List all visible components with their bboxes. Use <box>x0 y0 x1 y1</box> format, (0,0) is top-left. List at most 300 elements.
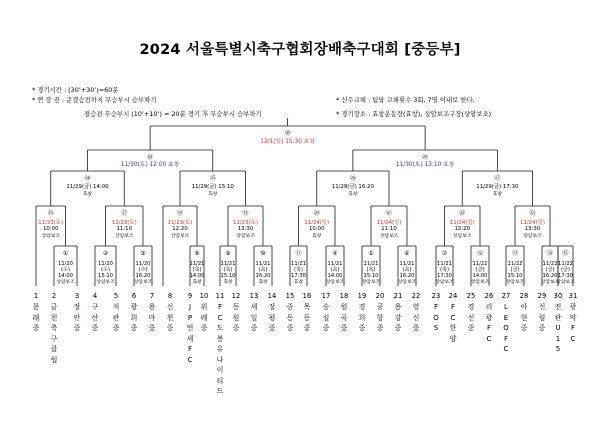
match-r16e-number: ⑳ <box>313 210 320 217</box>
match-m3-venue: 상암보조 <box>133 280 153 285</box>
match-m13-time: 15:10 <box>507 273 523 279</box>
team-name-char: 한 <box>449 324 457 332</box>
team-name-char: 중 <box>200 324 208 332</box>
match-r16e-venue: 효창 <box>312 234 322 239</box>
note-substitution: * 선수교체 : 팀당 교체횟수 3회, 7명 이내로 한다. <box>336 96 475 104</box>
team-name-char: 림 <box>538 313 546 322</box>
team-name-char: 세 <box>250 303 258 311</box>
team-number: 31 <box>568 292 578 300</box>
team-name-char: 숭 <box>322 303 330 311</box>
team-name-char: 중 <box>112 324 120 332</box>
match-m7-number: ⑦ <box>441 250 448 257</box>
team-name <box>517 302 531 334</box>
team-name-char: 드 <box>216 387 224 395</box>
team-name-char: F <box>450 303 456 311</box>
match-m3-day: (수) <box>138 267 148 273</box>
team-name <box>127 302 141 334</box>
team-name-char: S <box>433 324 439 332</box>
page-title: 2024 서울특별시축구협회장배축구대회 [중등부] <box>139 42 461 58</box>
team-name <box>29 302 43 334</box>
match-m15-time: 17:30 <box>558 273 573 279</box>
team-name-char: 중 <box>538 324 546 332</box>
match-qf2-schedule: 11/29(금) 15:10 <box>191 184 234 190</box>
match-r16e-time: 10:00 <box>308 226 325 232</box>
team-name-char: U <box>555 324 561 332</box>
match-r16f-date: 11/24(일) <box>376 220 402 226</box>
match-m11-time: 17:30 <box>291 273 306 279</box>
team-name-char: 현 <box>520 313 528 322</box>
team-name-char: 목 <box>303 303 311 311</box>
team-number: 4 <box>92 292 98 300</box>
team-name-char: 진 <box>554 303 562 311</box>
match-r16d-date: 11/23(토) <box>233 220 258 226</box>
team-name-char: 관 <box>112 313 120 322</box>
team-number: 10 <box>199 292 209 300</box>
team-name <box>373 302 387 334</box>
match-m15-date: 11/22 <box>558 261 573 267</box>
match-m4-day: (목) <box>330 267 340 273</box>
match-m11-venue: 효창 <box>293 280 304 285</box>
match-qf3-venue: 효창 <box>348 192 358 197</box>
match-m15-venue: 상암보조 <box>556 280 575 285</box>
note-match-time: * 경기시간 : (30’+30’)=60분 <box>32 86 119 94</box>
match-r16b-time: 11:10 <box>116 226 133 232</box>
note-extra-time: * 연 장 전 : 준결승전까지 무승부시 승부차기 <box>32 96 157 104</box>
match-m8-time: 14:00 <box>189 273 205 279</box>
team-name-char: 광 <box>569 303 577 311</box>
match-m11-day: (목) <box>293 267 304 273</box>
team-name <box>213 302 227 397</box>
team-name-char: E <box>503 313 509 322</box>
team-name-char: C <box>486 334 492 343</box>
match-r16f-time: 11:10 <box>381 226 397 232</box>
team-name <box>319 302 333 334</box>
match-r16a-date: 11/23(토) <box>38 220 64 226</box>
team-name-char: 원 <box>340 303 348 311</box>
team-name-char: F <box>187 345 193 353</box>
team-name-char: 중 <box>358 324 366 332</box>
match-m3-date: 11/20 <box>135 261 151 267</box>
match-r16f-venue: 상암보조 <box>379 234 399 239</box>
team-number: 30 <box>553 292 563 300</box>
team-name <box>300 302 314 334</box>
match-m8-date: 11/21 <box>189 261 205 267</box>
team-name <box>47 302 61 365</box>
team-name-char: 신 <box>467 313 475 322</box>
team-number: 9 <box>187 292 193 300</box>
team-name-char: 희 <box>130 313 138 322</box>
match-qf1-venue: 효창 <box>82 192 93 197</box>
match-m2-number: ② <box>102 250 109 257</box>
match-r16c-number: ⑱ <box>176 210 184 217</box>
match-m12-venue: 상암보조 <box>470 280 490 285</box>
team-name-char: 일 <box>250 313 258 322</box>
team-name-char: 산 <box>91 313 99 322</box>
team-name-char: 도 <box>216 324 224 332</box>
team-name <box>566 302 580 344</box>
match-sf1-number: ㉘ <box>147 154 154 161</box>
match-m12-day: (금) <box>475 267 485 273</box>
team-name-char: 장 <box>268 303 276 311</box>
team-name <box>283 302 297 334</box>
match-m2-day: (수) <box>100 267 111 273</box>
team-name-char: 관 <box>554 313 562 322</box>
team-name-char: 중 <box>148 324 156 332</box>
team-name <box>337 302 351 334</box>
match-qf2-venue: 효창 <box>208 192 218 197</box>
team-name <box>265 302 279 334</box>
team-name-char: 구 <box>50 334 58 343</box>
match-r16g-number: ㉒ <box>459 210 466 217</box>
team-name <box>446 302 460 344</box>
team-name-char: 중 <box>303 324 311 332</box>
match-m4-number: ④ <box>332 250 338 257</box>
team-name-char: 용 <box>394 303 402 311</box>
team-name-char: 중 <box>286 303 294 311</box>
team-name-char: 양 <box>449 334 457 343</box>
match-m2-date: 11/20 <box>98 261 113 267</box>
team-name-char: 천 <box>50 313 58 322</box>
match-qf4-schedule: 11/29(금) 17:30 <box>476 184 519 190</box>
match-m6-day: (목) <box>402 267 412 273</box>
match-qf1-schedule: 11/29(금) 14:00 <box>66 184 109 190</box>
team-name-char: F <box>503 334 509 343</box>
match-m14-day: (금) <box>545 267 555 273</box>
team-name-char: 항 <box>376 313 384 322</box>
team-name-char: 광 <box>485 313 493 322</box>
match-r16b-date: 11/23(토) <box>111 220 137 226</box>
team-number: 6 <box>131 292 137 300</box>
match-qf3-number: ㉖ <box>349 175 356 182</box>
team-name-char: C <box>187 355 193 364</box>
team-name-char: 1 <box>555 334 561 343</box>
match-sf1-schedule: 11/30(토) 12:00 효창 <box>120 162 180 168</box>
team-name-char: 중 <box>394 324 402 332</box>
team-name-char: 유 <box>216 345 224 353</box>
team-name-char: 연 <box>186 324 194 332</box>
match-m13-number: ⑬ <box>511 250 519 257</box>
team-number: 15 <box>285 292 295 300</box>
team-number: 29 <box>537 292 547 300</box>
team-number: 27 <box>501 292 511 300</box>
team-name-char: 5 <box>555 345 561 353</box>
match-r16h-time: 13:30 <box>524 226 541 232</box>
team-name-char: 광 <box>130 303 138 311</box>
match-m1-venue: 상암보조 <box>56 280 75 285</box>
team-name-char: 봉 <box>216 334 224 343</box>
match-m2-time: 15:10 <box>98 273 113 279</box>
match-m7-day: (목) <box>439 267 450 273</box>
match-r16g-venue: 상암보조 <box>452 234 472 239</box>
team-name-char: 동 <box>286 313 294 322</box>
team-number: 25 <box>466 292 476 300</box>
team-name-char: 안 <box>73 313 81 322</box>
team-name-char: 경 <box>467 303 475 311</box>
team-number: 14 <box>267 292 277 300</box>
team-name-char: 위 <box>200 303 208 311</box>
match-r16d-number: ⑲ <box>242 210 249 217</box>
match-final-number: ㉚ <box>284 130 291 137</box>
team-name-char: 신 <box>412 313 420 322</box>
match-m4-date: 11/21 <box>327 261 343 267</box>
team-name-char: 문 <box>32 303 40 311</box>
match-m13-venue: 상암보조 <box>505 280 525 285</box>
team-name-char: 석 <box>112 303 120 311</box>
team-name <box>197 302 211 334</box>
team-name-char: C <box>450 313 456 322</box>
team-name-char: 중 <box>412 324 420 332</box>
team-number: 5 <box>113 292 119 300</box>
team-name-char: 례 <box>200 313 208 322</box>
match-r16h-venue: 상암보조 <box>523 234 542 239</box>
team-name-char: 티 <box>216 376 224 385</box>
match-m5-date: 11/21 <box>363 261 379 267</box>
match-m8-day: (목) <box>192 267 202 273</box>
match-sf2-number: ㉙ <box>422 154 429 161</box>
team-name-char: 동 <box>303 313 311 322</box>
match-m14-date: 11/22 <box>542 261 558 267</box>
match-m14-time: 16:20 <box>542 273 558 279</box>
match-m5-number: ⑤ <box>368 250 374 257</box>
team-name-char: 나 <box>216 355 224 364</box>
team-name <box>88 302 102 334</box>
match-m13-date: 11/22 <box>507 261 523 267</box>
match-m10-time: 16:20 <box>255 273 271 279</box>
team-name-char: 신 <box>538 303 546 311</box>
team-name-char: 공 <box>376 303 384 311</box>
team-name-char: 중 <box>467 324 475 332</box>
team-name-char: 중 <box>32 324 40 332</box>
team-number: 2 <box>51 292 57 300</box>
team-name <box>551 302 565 355</box>
team-name-char: 리 <box>485 303 493 311</box>
team-name-char: 용 <box>148 303 156 311</box>
team-number: 3 <box>74 292 80 300</box>
team-name-char: 중 <box>232 324 240 332</box>
team-name-char: 신 <box>166 303 174 311</box>
match-m12-date: 11/22 <box>472 261 488 267</box>
team-name-char: 중 <box>250 324 258 332</box>
match-m7-venue: 상암보조 <box>435 280 454 285</box>
team-name-char: 곡 <box>340 313 348 322</box>
team-name-char: 장 <box>73 303 81 311</box>
match-m10-date: 11/21 <box>255 261 271 267</box>
team-name-char: 약 <box>569 313 577 322</box>
team-name <box>499 302 513 355</box>
team-name-char: 경 <box>358 303 366 311</box>
match-m4-time: 14:00 <box>327 273 343 279</box>
note-venue: * 경기장소 : 효창운동장(효창), 상암보조구장(상암보조) <box>336 110 492 118</box>
match-m12-time: 14:00 <box>472 273 488 279</box>
match-m15-day: (금) <box>560 267 571 273</box>
match-m5-day: (목) <box>366 267 376 273</box>
match-m12-number: ⑫ <box>476 250 484 257</box>
team-name <box>183 302 197 365</box>
team-name-char: 천 <box>166 313 174 322</box>
team-number: 26 <box>484 292 494 300</box>
team-name <box>109 302 123 334</box>
match-m1-number: ① <box>62 250 69 257</box>
team-name-char: F <box>570 324 576 332</box>
match-m9-date: 11/21 <box>220 261 236 267</box>
team-name-char: 희 <box>358 313 366 322</box>
team-name-char: F <box>217 303 223 311</box>
team-name <box>482 302 496 344</box>
match-m1-day: (수) <box>60 267 71 273</box>
match-qf4-number: ㉗ <box>494 175 501 182</box>
team-name <box>355 302 369 334</box>
match-m9-venue: 효창 <box>223 280 233 285</box>
team-name-char: 세 <box>186 334 194 343</box>
team-number: 8 <box>167 292 173 300</box>
match-r16g-time: 12:20 <box>454 226 471 232</box>
team-name-char: 원 <box>232 313 240 322</box>
team-name-char: O <box>433 313 439 322</box>
team-name-char: 금 <box>50 303 58 311</box>
team-name-char: 마 <box>148 313 156 322</box>
team-name-char: 중 <box>73 324 81 332</box>
match-m1-date: 11/20 <box>58 261 73 267</box>
team-name-char: C <box>503 345 509 353</box>
team-name-char: P <box>187 313 193 322</box>
team-name-char: 중 <box>166 324 174 332</box>
match-r16a-venue: 상암보조 <box>41 234 61 239</box>
team-number: 12 <box>231 292 241 300</box>
match-m5-time: 15:10 <box>363 273 379 279</box>
match-m9-time: 15:10 <box>220 273 236 279</box>
match-r16a-number: ⑯ <box>47 210 54 217</box>
team-name-char: F <box>486 324 492 332</box>
team-name-char: F <box>433 303 439 311</box>
match-m5-venue: 상암보조 <box>361 280 381 285</box>
team-name-char: 중 <box>322 324 330 332</box>
team-name <box>464 302 478 334</box>
match-m6-time: 16:20 <box>399 273 415 279</box>
match-r16c-venue: 상암보조 <box>170 234 190 239</box>
team-number: 1 <box>33 292 39 300</box>
match-r16d-venue: 상암보조 <box>236 234 255 239</box>
team-name <box>391 302 405 334</box>
match-r16e-date: 11/24(일) <box>304 220 330 226</box>
match-m6-venue: 상암보조 <box>397 280 417 285</box>
match-m8-number: ⑧ <box>194 250 200 257</box>
match-m10-number: ⑩ <box>260 250 266 257</box>
team-name-char: 아 <box>520 303 528 311</box>
team-number: 28 <box>519 292 529 300</box>
team-name <box>535 302 549 334</box>
team-number: 20 <box>375 292 385 300</box>
match-m6-number: ⑥ <box>404 250 410 257</box>
match-m10-day: (목) <box>258 267 268 273</box>
team-number: 13 <box>249 292 259 300</box>
match-r16h-date: 11/24(일) <box>520 220 545 226</box>
match-m3-number: ③ <box>140 250 146 257</box>
team-number: 7 <box>149 292 155 300</box>
team-number: 23 <box>431 292 441 300</box>
team-name-char: 중 <box>340 324 348 332</box>
match-m6-date: 11/21 <box>399 261 415 267</box>
team-name-char: 중 <box>520 324 528 332</box>
match-m13-day: (금) <box>510 267 520 273</box>
team-number: 24 <box>448 292 458 300</box>
team-name <box>163 302 177 334</box>
match-m8-venue: 효창 <box>192 280 202 285</box>
match-r16c-date: 11/23(토) <box>167 220 193 226</box>
match-m14-number: ⑭ <box>546 250 554 257</box>
match-m4-venue: 상암보조 <box>325 280 345 285</box>
match-m7-date: 11/21 <box>437 261 452 267</box>
team-number: 18 <box>339 292 349 300</box>
match-m14-venue: 상암보조 <box>540 280 560 285</box>
team-name <box>145 302 159 334</box>
match-m9-number: ⑨ <box>225 250 231 257</box>
match-sf2-schedule: 11/30(토) 13:10 효창 <box>395 162 455 168</box>
team-name-char: L <box>504 303 508 311</box>
team-name <box>247 302 261 334</box>
match-m10-venue: 효창 <box>258 280 268 285</box>
match-m15-number: ⑮ <box>562 250 569 257</box>
match-r16d-time: 13:30 <box>237 226 254 232</box>
team-name-char: 중 <box>91 324 99 332</box>
note-final-extra-time: 결승전 무승부시 (10’+10’) = 20분 경기 후 무승부시 승부차기 <box>84 110 262 118</box>
team-number: 11 <box>215 292 225 300</box>
match-r16b-number: ⑰ <box>121 210 128 217</box>
match-m1-time: 14:00 <box>58 273 73 279</box>
team-name <box>70 302 84 334</box>
team-name-char: 래 <box>32 313 40 322</box>
match-m11-date: 11/21 <box>291 261 306 267</box>
team-name-char: O <box>503 324 509 332</box>
team-name-char: 이 <box>216 366 224 374</box>
match-qf4-venue: 효창 <box>492 192 503 197</box>
match-r16b-venue: 상암보조 <box>114 234 134 239</box>
match-final-schedule: 12/1(일) 15:30 효창 <box>260 139 315 145</box>
team-name-char: 동 <box>232 303 240 311</box>
team-name <box>229 302 243 334</box>
team-number: 22 <box>411 292 421 300</box>
team-name-char: 평 <box>268 313 276 322</box>
team-name-char: C <box>217 313 223 322</box>
team-name-char: 중 <box>376 324 384 332</box>
match-qf2-number: ㉕ <box>209 175 216 182</box>
team-name-char: 클 <box>50 345 58 353</box>
team-number: 17 <box>321 292 331 300</box>
team-name-char: 구 <box>91 303 99 311</box>
team-name-char: 축 <box>50 324 58 332</box>
team-name <box>409 302 423 334</box>
team-name-char: 중 <box>130 324 138 332</box>
match-qf1-number: ㉔ <box>84 175 91 182</box>
team-name-char: 영 <box>412 303 420 311</box>
team-name-char: 럽 <box>50 355 58 364</box>
match-r16f-number: ㉑ <box>385 210 393 217</box>
match-r16c-time: 12:20 <box>172 226 188 232</box>
match-m2-venue: 상암보조 <box>96 280 115 285</box>
team-number: 21 <box>393 292 403 300</box>
team-name-char: 실 <box>322 313 330 322</box>
team-name <box>429 302 443 334</box>
match-r16g-date: 11/24(일) <box>449 220 475 226</box>
match-m3-time: 16:20 <box>135 273 151 279</box>
match-r16a-time: 10:00 <box>42 226 59 232</box>
match-qf3-schedule: 11/29(금) 16:20 <box>331 184 374 190</box>
match-r16h-number: ㉓ <box>529 210 536 217</box>
team-name-char: 중 <box>286 324 294 332</box>
team-name-char: C <box>570 334 576 343</box>
team-name-char: J <box>188 303 192 311</box>
team-name-char: 중 <box>268 324 276 332</box>
team-number: 19 <box>357 292 367 300</box>
